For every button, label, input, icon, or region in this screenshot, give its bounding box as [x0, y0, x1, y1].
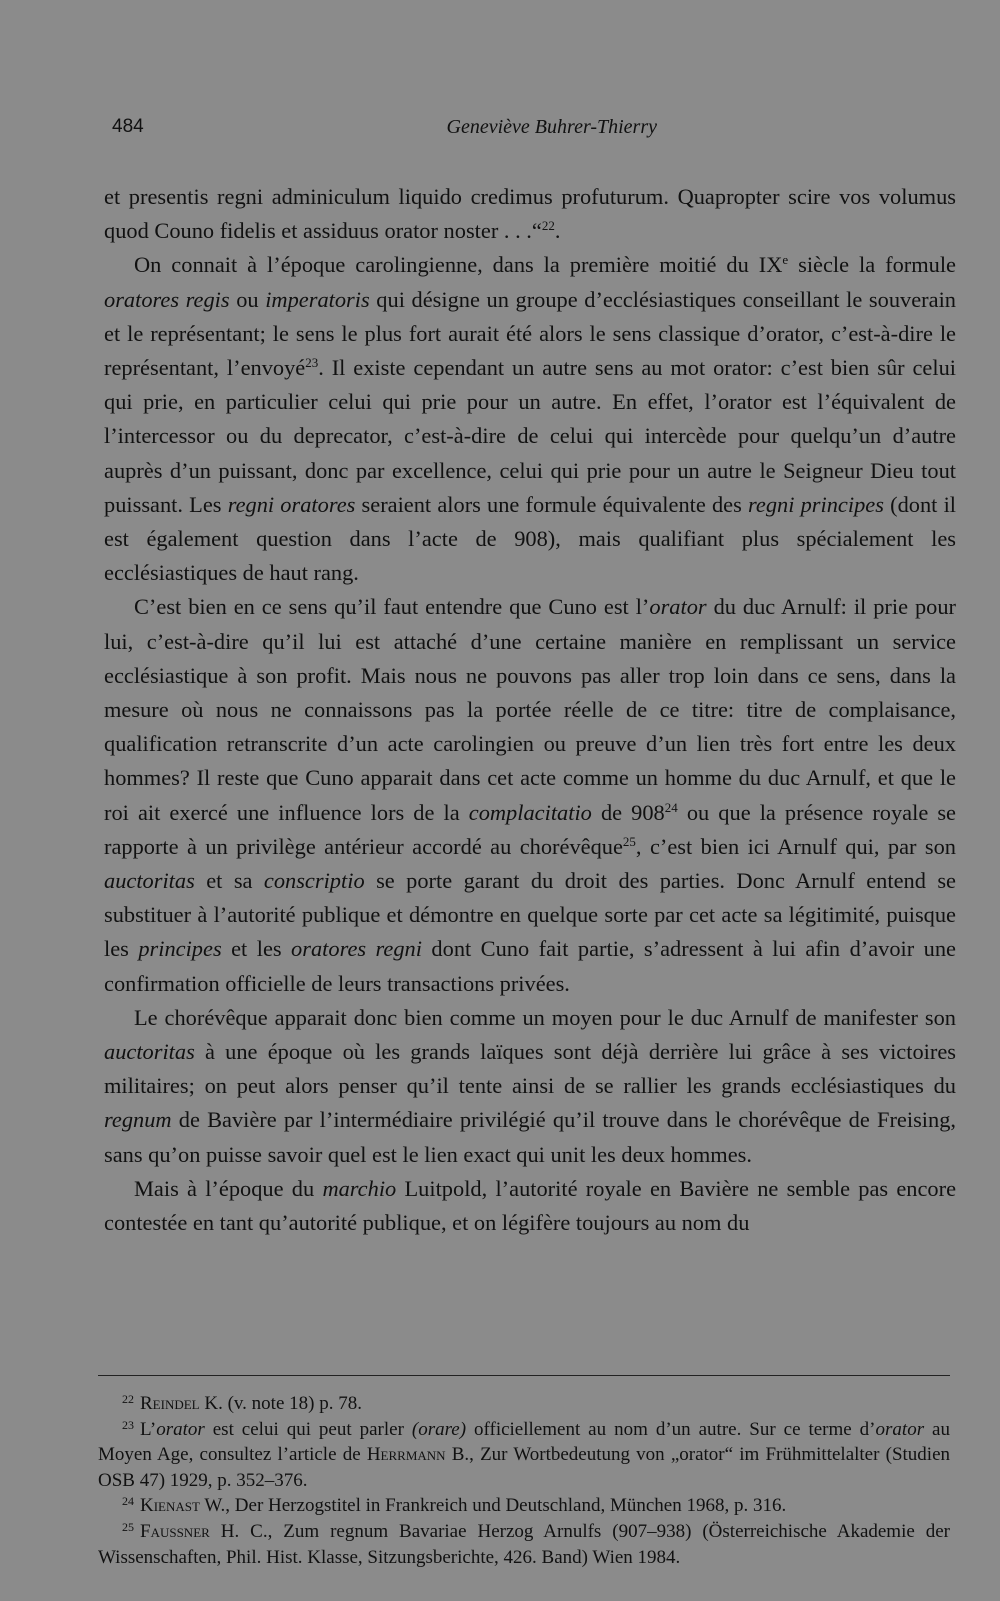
text-run: ou — [229, 286, 266, 312]
footnote-25 — [98, 1519, 950, 1570]
text-run: se porte garant du droit des parties. Donc Arnulf entend se substituer à l’autorité publique et démontre en quelque sorte par cet acte sa légitimité, puisque les — [104, 868, 956, 962]
italic-term: auctoritas — [104, 868, 195, 894]
text-run: . Il existe cependant un autre sens au mot orator: c’est bien sûr celui qui prie, en particulier celui qui prie pour un autre. En effet, l’orator est l’équivalent de l’intercessor ou du deprecator, c’est-à-dire de celui qui intercède pour quelqu’un d’autre auprès d’un puissant, donc par excellence, celui qui prie pour un autre le Seigneur Dieu tout puissant. Les — [104, 355, 957, 517]
text-run: Le chorévêque apparait donc bien comme un moyen pour le duc Arnulf de manifester son — [134, 1004, 956, 1030]
italic-term: regnum — [104, 1107, 172, 1133]
italic-term: oratores regni — [291, 936, 422, 962]
italic-term: regni oratores — [227, 491, 356, 517]
text-run: L’ — [140, 1418, 157, 1440]
text-run: et presentis regni adminiculum liquido credimus profuturum. Quapropter scire vos volumus quod Couno fidelis et assiduus orator noster . . .“ — [104, 184, 956, 244]
text-run: siècle la formule — [788, 252, 956, 278]
paragraph-2 — [104, 248, 956, 590]
page-header — [112, 116, 657, 146]
footnote-ref-22: 22 — [541, 218, 555, 234]
text-run: (dont il est également question dans l’acte de 908), mais qualifiant plus spécialement les ecclésiastiques de haut rang. — [104, 491, 957, 586]
author-name: Reindel — [140, 1393, 200, 1414]
author-name: Herrmann — [366, 1444, 446, 1466]
text-run: On connait à l’époque carolingienne, dans la première moitié du IX — [134, 252, 783, 278]
text-run: W., Der Herzogstitel in Frankreich und Deutschland, München 1968, p. 316. — [199, 1495, 787, 1517]
text-run: et les — [221, 936, 292, 962]
text-run: . — [554, 218, 561, 244]
paragraph-1 — [104, 180, 956, 248]
paragraph-5 — [104, 1172, 956, 1240]
text-run: B., Zur Wortbedeutung von „orator“ im Frühmittelalter (Studien OSB 47) 1929, p. 352–376. — [98, 1444, 951, 1491]
footnote-number: 23 — [122, 1417, 134, 1432]
text-run: dont Cuno fait partie, s’adressent à lui afin d’avoir une confirmation officielle de leurs transactions privées. — [104, 936, 956, 996]
italic-term: oratores regis — [104, 286, 230, 312]
footnotes — [98, 1391, 950, 1570]
text-run: du duc Arnulf: il prie pour lui, c’est-à-dire qu’il lui est attaché d’une certaine manière en remplissant un service ecclésiastique à son profit. Mais nous ne pouvons pas aller trop loin dans ce sens, dans la mesure où nous ne connaissons pas la portée réelle de ce titre: titre de complaisance, qualification retranscrite d’un acte carolingien ou preuve d’un lien très fort entre les deux hommes? Il reste que Cuno apparait dans cet acte comme un homme du duc Arnulf, et que le roi ait exercé une influence lors de la — [104, 594, 957, 825]
italic-term: regni principes — [748, 491, 884, 517]
text-run: K. (v. note 18) p. 78. — [199, 1393, 362, 1414]
running-head: Geneviève Buhrer-Thierry — [446, 116, 657, 138]
superscript-e: e — [782, 252, 789, 268]
text-run: C’est bien en ce sens qu’il faut entendre que Cuno est l’ — [134, 594, 650, 620]
text-run: est celui qui peut parler — [204, 1418, 412, 1440]
italic-term: orator — [875, 1418, 925, 1440]
text-run: seraient alors une formule équivalente des — [355, 491, 748, 517]
body-text — [104, 180, 956, 1240]
footnote-ref-25: 25 — [622, 833, 636, 849]
text-run: de 908 — [591, 799, 665, 825]
text-run: Luitpold, l’autorité royale en Bavière ne semble pas encore contestée en tant qu’autorité publique, et on légifère toujours au nom du — [104, 1175, 957, 1236]
italic-term: imperatoris — [265, 286, 370, 312]
italic-term: (orare) — [411, 1418, 467, 1440]
italic-term: conscriptio — [263, 868, 365, 894]
text-run: qui désigne un groupe d’ecclésiastiques conseillant le souverain et le représentant; le sens le plus fort aurait été alors le sens classique d’orator, c’est-à-dire le représentant, l’envoyé — [104, 286, 956, 381]
text-run: et sa — [194, 868, 264, 894]
footnote-number: 25 — [122, 1519, 134, 1534]
footnote-separator — [98, 1375, 950, 1376]
footnote-ref-24: 24 — [664, 799, 678, 815]
text-run: à une époque où les grands laïques sont déjà derrière lui grâce à ses victoires militaires; on peut alors penser qu’il tente ainsi de se rallier les grands ecclésiastiques du — [104, 1039, 956, 1099]
text-run: Mais à l’époque du — [134, 1175, 323, 1201]
footnote-ref-23: 23 — [305, 355, 319, 371]
paragraph-4 — [104, 1001, 956, 1172]
italic-term: auctoritas — [104, 1039, 195, 1065]
footnote-24 — [98, 1493, 950, 1519]
author-name: Kienast — [140, 1495, 200, 1517]
italic-term: complacitatio — [468, 799, 592, 825]
italic-term: orator — [156, 1418, 205, 1440]
footnote-number: 24 — [122, 1494, 134, 1509]
page-number: 484 — [112, 116, 144, 137]
italic-term: principes — [138, 936, 222, 962]
text-run: , c’est bien ici Arnulf qui, par son — [635, 833, 957, 859]
footnote-22 — [98, 1391, 950, 1417]
text-run: H. C., Zum regnum Bavariae Herzog Arnulfs (907–938) (Österreichische Akademie der Wissenschaften, Phil. Hist. Klasse, Sitzungsberichte, 426. Band) Wien 1984. — [98, 1520, 950, 1568]
paragraph-3 — [104, 590, 956, 1000]
footnote-23 — [98, 1417, 950, 1494]
footnote-number: 22 — [122, 1392, 134, 1406]
text-run: de Bavière par l’intermédiaire privilégié qu’il trouve dans le chorévêque de Freising, sans qu’on puisse savoir quel est le lien exact qui unit les deux hommes. — [104, 1107, 956, 1167]
text-run: ou que la présence royale se rapporte à un privilège antérieur accordé au chorévêque — [104, 799, 956, 859]
italic-term: orator — [649, 594, 707, 620]
text-run: officiellement au nom d’un autre. Sur ce terme d’ — [466, 1418, 876, 1440]
italic-term: marchio — [322, 1175, 397, 1201]
text-run: au Moyen Age, consultez l’article de — [98, 1418, 950, 1466]
author-name: Faussner — [140, 1520, 210, 1542]
